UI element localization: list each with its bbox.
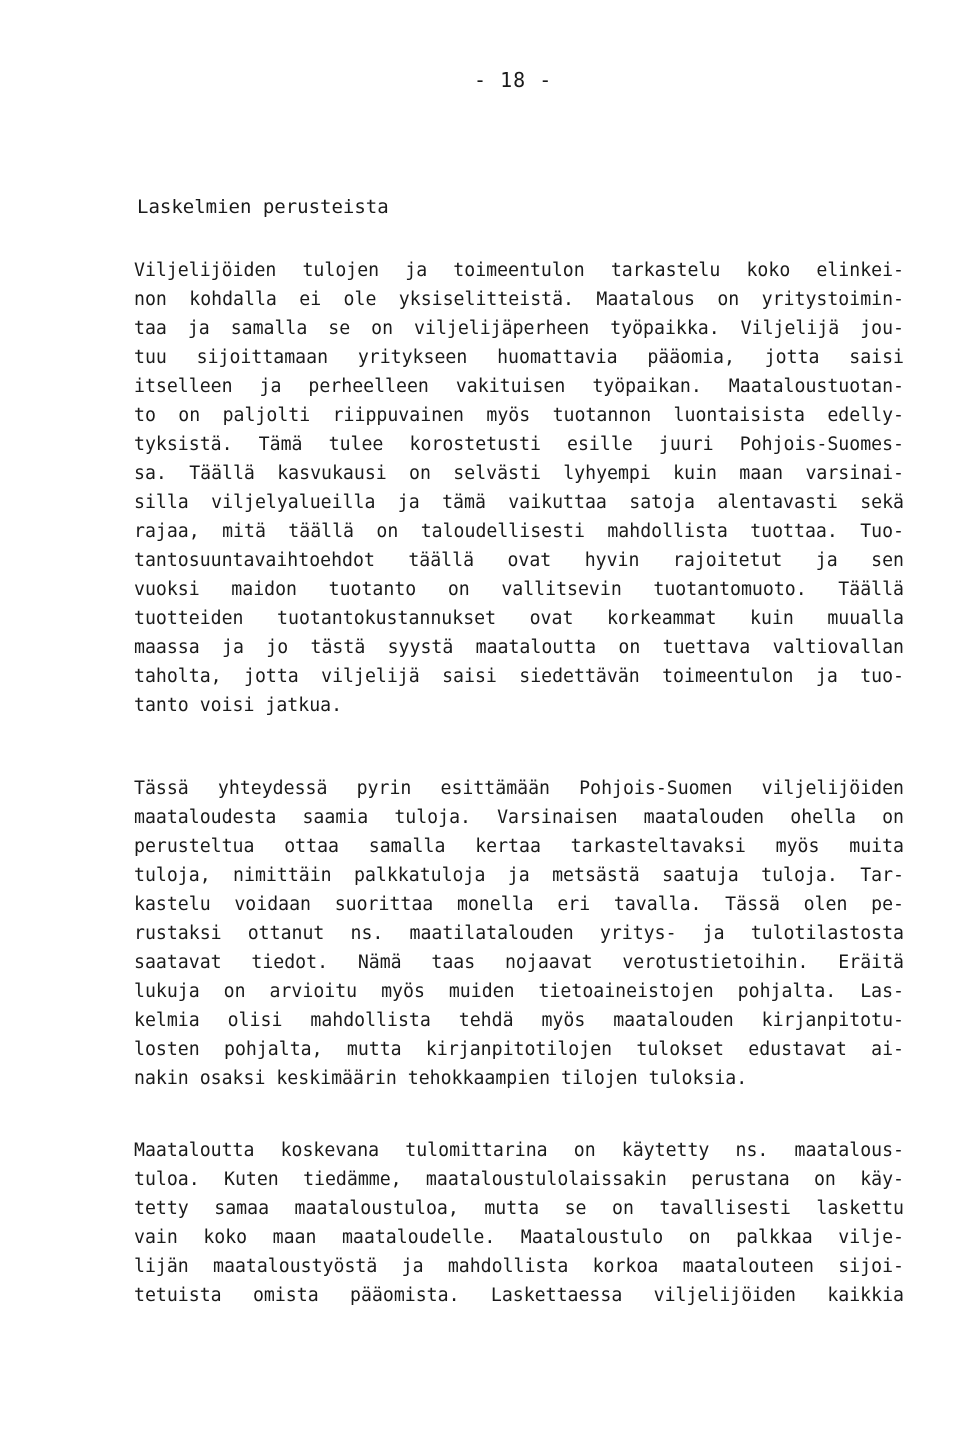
- paragraph-line: non kohdalla ei ole yksiselitteistä. Maatalous on yritystoimin-: [134, 289, 904, 310]
- paragraph-line: to on paljolti riippuvainen myös tuotannon luontaisista edelly-: [134, 405, 904, 426]
- paragraph-line: maassa ja jo tästä syystä maataloutta on tuettava valtiovallan: [134, 637, 904, 658]
- paragraph-2: [134, 774, 904, 1093]
- paragraph-line: tuloa. Kuten tiedämme, maataloustulolaissakin perustana on käy-: [134, 1169, 904, 1190]
- paragraph-line: tetty samaa maataloustuloa, mutta se on tavallisesti laskettu: [134, 1198, 904, 1219]
- paragraph-line: tanto voisi jatkua.: [134, 695, 343, 716]
- paragraph-3: [134, 1136, 904, 1310]
- paragraph-line: taa ja samalla se on viljelijäperheen työpaikka. Viljelijä jou-: [134, 318, 904, 339]
- paragraph-line: vain koko maan maataloudelle. Maataloustulo on palkkaa vilje-: [134, 1227, 904, 1248]
- page-number: - 18 -: [474, 68, 553, 92]
- section-heading: Laskelmien perusteista: [137, 196, 389, 218]
- paragraph-line: perusteltua ottaa samalla kertaa tarkasteltavaksi myös muita: [134, 836, 904, 857]
- paragraph-line: itselleen ja perheelleen vakituisen työpaikan. Maataloustuotan-: [134, 376, 904, 397]
- paragraph-line: nakin osaksi keskimäärin tehokkaampien tilojen tuloksia.: [134, 1068, 748, 1089]
- paragraph-line: tetuista omista pääomista. Laskettaessa viljelijöiden kaikkia: [134, 1285, 904, 1306]
- paragraph-line: Viljelijöiden tulojen ja toimeentulon tarkastelu koko elinkei-: [134, 260, 904, 281]
- paragraph-line: tantosuuntavaihtoehdot täällä ovat hyvin rajoitetut ja sen: [134, 550, 904, 571]
- paragraph-line: kelmia olisi mahdollista tehdä myös maatalouden kirjanpitotu-: [134, 1010, 904, 1031]
- paragraph-line: maataloudesta saamia tuloja. Varsinaisen maatalouden ohella on: [134, 807, 904, 828]
- paragraph-line: tuloja, nimittäin palkkatuloja ja metsästä saatuja tuloja. Tar-: [134, 865, 904, 886]
- paragraph-1: [134, 256, 904, 720]
- paragraph-line: tuotteiden tuotantokustannukset ovat korkeammat kuin muualla: [134, 608, 904, 629]
- paragraph-line: sa. Täällä kasvukausi on selvästi lyhyempi kuin maan varsinai-: [134, 463, 904, 484]
- paragraph-line: vuoksi maidon tuotanto on vallitsevin tuotantomuoto. Täällä: [134, 579, 904, 600]
- paragraph-line: silla viljelyalueilla ja tämä vaikuttaa satoja alentavasti sekä: [134, 492, 904, 513]
- paragraph-line: taholta, jotta viljelijä saisi siedettävän toimeentulon ja tuo-: [134, 666, 904, 687]
- paragraph-line: lukuja on arvioitu myös muiden tietoaineistojen pohjalta. Las-: [134, 981, 904, 1002]
- paragraph-line: saatavat tiedot. Nämä taas nojaavat verotustietoihin. Eräitä: [134, 952, 904, 973]
- paragraph-line: tuu sijoittamaan yritykseen huomattavia pääomia, jotta saisi: [134, 347, 904, 368]
- paragraph-line: kastelu voidaan suorittaa monella eri tavalla. Tässä olen pe-: [134, 894, 904, 915]
- paragraph-line: lijän maataloustyöstä ja mahdollista korkoa maatalouteen sijoi-: [134, 1256, 904, 1277]
- paragraph-line: Tässä yhteydessä pyrin esittämään Pohjois-Suomen viljelijöiden: [134, 778, 904, 799]
- paragraph-line: rajaa, mitä täällä on taloudellisesti mahdollista tuottaa. Tuo-: [134, 521, 904, 542]
- paragraph-line: rustaksi ottanut ns. maatilatalouden yritys- ja tulotilastosta: [134, 923, 904, 944]
- paragraph-line: tyksistä. Tämä tulee korostetusti esille juuri Pohjois-Suomes-: [134, 434, 904, 455]
- paragraph-line: Maataloutta koskevana tulomittarina on käytetty ns. maatalous-: [134, 1140, 904, 1161]
- paragraph-line: losten pohjalta, mutta kirjanpitotilojen tulokset edustavat ai-: [134, 1039, 904, 1060]
